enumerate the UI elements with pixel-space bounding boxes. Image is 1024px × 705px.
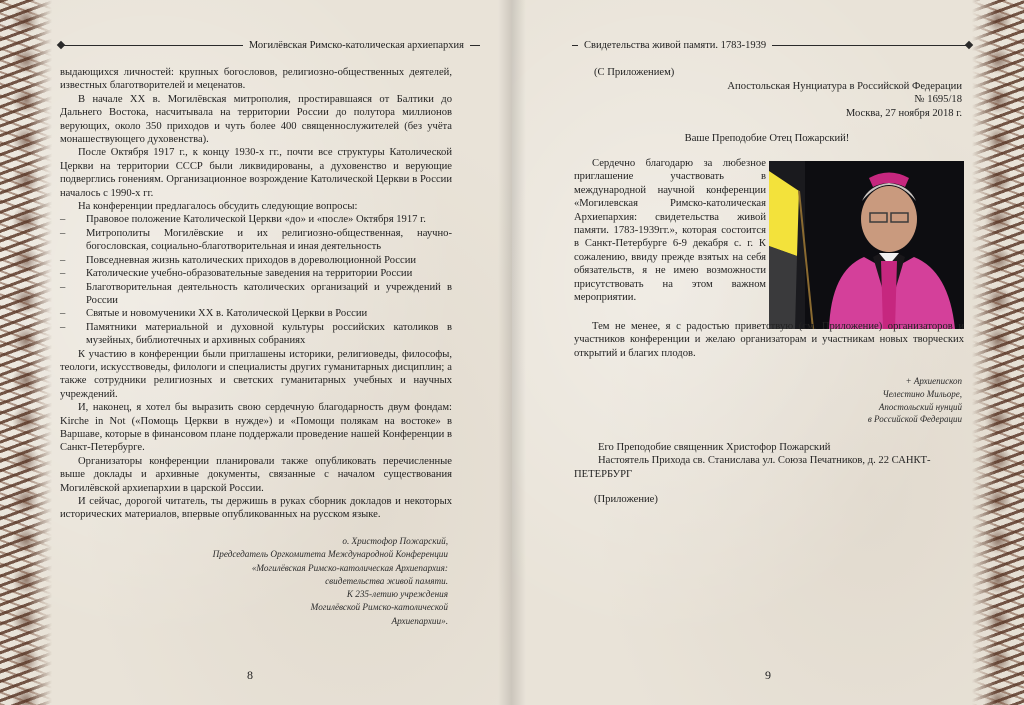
header-title: Свидетельства живой памяти. 1783-1939 bbox=[584, 39, 767, 51]
attachment-note: (С Приложением) bbox=[594, 67, 675, 78]
running-header-left bbox=[58, 38, 480, 52]
nuncio-portrait-image bbox=[769, 161, 964, 329]
header-rule bbox=[572, 45, 578, 46]
paragraph: В начале XX в. Могилёвская митрополия, простиравшаяся от Балтики до Дальнего Востока, насчитывала на территории России до полутора миллионов верующих, около 350 приходов и чуть более 400 священнослужителей (без учёта монашествующего духовенства). bbox=[60, 93, 452, 146]
paragraph: На конференции предлагалось обсудить следующие вопросы: bbox=[78, 201, 358, 213]
gutter-shadow bbox=[498, 0, 512, 705]
page-number: 8 bbox=[247, 668, 253, 682]
signature-line: о. Христофор Пожарский, bbox=[342, 536, 448, 546]
header-diamond-icon bbox=[965, 41, 973, 49]
nuncio-signature bbox=[802, 375, 962, 426]
addressee-line: ПЕТЕРБУРГ bbox=[574, 468, 633, 480]
signature-line: К 235-летию учреждения bbox=[346, 589, 448, 600]
nunciature-heading bbox=[602, 80, 962, 120]
letter-body bbox=[574, 157, 766, 304]
list-item: – Митрополиты Могилёвские и их религиозно-общественная, научно-богословская, социально-благотворительная и иная деятельность bbox=[60, 227, 452, 254]
paragraph: выдающихся личностей: крупных богословов, религиозно-общественных деятелей, известных благотворителей и меценатов. bbox=[60, 67, 452, 92]
header-rule bbox=[470, 45, 480, 46]
signature-line: Архиепархии». bbox=[391, 615, 448, 626]
paragraph: Организаторы конференции планировали также опубликовать перечисленные выше доклады и архивные документы, связанные с началом существования Могилёвской архиепархии в царской России. bbox=[60, 455, 452, 494]
header-rule bbox=[772, 45, 966, 46]
ornament-border-right bbox=[972, 0, 1024, 705]
left-body-text bbox=[60, 66, 452, 522]
paragraph: И сейчас, дорогой читатель, ты держишь в руках сборник докладов и некоторых исторических материалов, впервые опубликованных на русском языке. bbox=[60, 496, 452, 521]
ornament-border-left bbox=[0, 0, 52, 705]
addressee-line: Настоятель Прихода св. Станислава ул. Союза Печатников, д. 22 САНКТ- bbox=[598, 455, 931, 467]
list-item: – Повседневная жизнь католических приходов в дореволюционной России bbox=[60, 254, 452, 267]
running-header-right bbox=[572, 38, 972, 52]
signature-line: в Российской Федерации bbox=[867, 414, 962, 425]
nunciature-line: № 1695/18 bbox=[914, 94, 962, 106]
signature-line: Председатель Оргкомитета Международной Конференции bbox=[212, 549, 448, 560]
list-item: – Благотворительная деятельность католических организаций и учреждений в России bbox=[60, 281, 452, 308]
signature-line: Челестино Мильоре, bbox=[882, 388, 962, 399]
list-item: – Памятники материальной и духовной культуры российских католиков в музейных, библиотечных и архивных собраниях bbox=[60, 321, 452, 348]
header-rule bbox=[64, 45, 243, 46]
nunciature-line: Апостольская Нунциатура в Российской Федерации bbox=[727, 81, 962, 92]
signature-line: свидетельства живой памяти. bbox=[325, 575, 448, 586]
signature-line: + Архиепископ bbox=[905, 376, 962, 386]
page-number: 9 bbox=[765, 668, 771, 682]
addressee-line: Его Преподобие священник Христофор Пожарский bbox=[598, 442, 831, 453]
list-item: – Католические учебно-образовательные заведения на территории России bbox=[60, 267, 452, 280]
signature-line: «Могилёвская Римско-католическая Архиепархия: bbox=[251, 562, 448, 573]
topics-list bbox=[60, 213, 452, 347]
addressee-block bbox=[574, 441, 966, 481]
attachment-note-bottom: (Приложение) bbox=[594, 494, 658, 505]
letter-body-continued bbox=[574, 320, 964, 360]
nunciature-line: Москва, 27 ноября 2018 г. bbox=[845, 107, 962, 119]
paragraph: Сердечно благодарю за любезное приглашение участвовать в международной научной конференции «Могилевская Римско-католическая Архиепархия: свидетельства живой памяти. 1783-1939гг.», которая состоится в Санкт-Петербурге 6-9 декабря с. г. К сожалению, ввиду прежде взятых на себя обязательств, я не имею возможности присутствовать на этом важном мероприятии. bbox=[574, 158, 766, 304]
letter-greeting: Ваше Преподобие Отец Пожарский! bbox=[684, 133, 850, 144]
paragraph: К участию в конференции были приглашены историки, религиоведы, философы, теологи, искусствоведы, филологи и специалисты других гуманитарных дисциплин; а также сотрудники религиозных и светских гуманитарных учебных и научных учреждений. bbox=[60, 348, 452, 400]
right-page bbox=[512, 0, 1024, 705]
paragraph: Тем не менее, я с радостью приветствую (см. Приложение) организаторов и участников конференции и желаю организаторам и участникам новых творческих открытий и благих плодов. bbox=[574, 321, 964, 359]
gutter-shadow bbox=[512, 0, 526, 705]
list-item: – Святые и новомученики XX в. Католической Церкви в России bbox=[60, 307, 452, 320]
signature-line: Апостольский нунций bbox=[878, 401, 962, 412]
paragraph: После Октября 1917 г., к концу 1930-х гг., почти все структуры Католической Церкви на территории СССР были ликвидированы, а духовенство и верующие подверглись гонениям. Организационное возрождение Католической Церкви в России началось с 1990-х гг. bbox=[60, 147, 452, 199]
paragraph: И, наконец, я хотел бы выразить свою сердечную благодарность двум фондам: Kirche in Not («Помощь Церкви в нужде») и «Помощи полякам на востоке» в Варшаве, которые в финансовом плане поддержали проведение нашей Конференции в Санкт-Петербурге. bbox=[60, 402, 452, 454]
signature-line: Могилёвской Римско-католической bbox=[310, 602, 448, 613]
list-item: – Правовое положение Католической Церкви «до» и «после» Октября 1917 г. bbox=[60, 213, 452, 226]
author-signature bbox=[190, 535, 448, 628]
nuncio-photo bbox=[769, 161, 964, 329]
header-title: Могилёвская Римско-католическая архиепархия bbox=[248, 39, 464, 51]
